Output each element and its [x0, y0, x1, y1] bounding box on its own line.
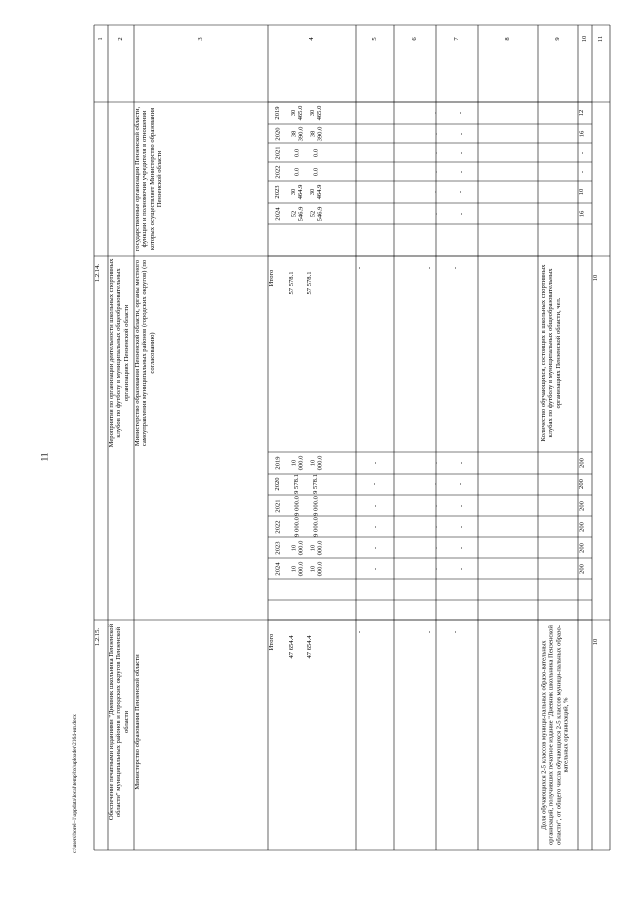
block-c-responsible: Министерство образования Пензенской области — [134, 654, 141, 790]
block-b-c9-2: - — [457, 504, 465, 507]
block-a-responsible: государственные организации Пензенской области, функции и полномочия учредителя в отношении которых осуществляет Министерство образования Пензенской области — [134, 106, 163, 252]
block-a-c8-1: - — [432, 132, 440, 135]
block-c-total-c6: 47 654.4 — [306, 635, 313, 659]
block-b-year-5: 2024 — [274, 561, 282, 576]
block-a-c10-2: - — [578, 151, 586, 154]
block-c-total-c8: - — [426, 630, 433, 634]
block-b-c11: 10 — [592, 274, 599, 282]
block-a-c5-0: 30 465.0 — [289, 105, 304, 121]
block-b-c6-3: 9 000.0 — [312, 516, 320, 537]
block-a-c8-5: - — [432, 212, 440, 215]
block-b-c10-3: 200 — [578, 521, 586, 532]
block-b-c10-5: 200 — [578, 563, 586, 574]
block-c-total-c5: 47 654.4 — [288, 635, 295, 659]
block-a-year-2: 2021 — [274, 145, 282, 160]
block-b-c9-0: - — [457, 461, 465, 464]
block-b-c5-3: 9 000.0 — [293, 516, 301, 537]
block-a-c6-4: 30 464.9 — [308, 184, 323, 200]
block-a-c9-5: - — [457, 212, 465, 215]
block-c-total-c7: - — [356, 630, 363, 634]
block-b-total-c9: - — [452, 266, 459, 270]
block-b-c8-4: - — [432, 546, 440, 549]
header-col-3: 3 — [197, 37, 205, 41]
header-col-5: 5 — [371, 37, 379, 41]
block-b-c6-1: 9 578.1 — [312, 474, 320, 494]
block-c-total-label: Итого — [268, 633, 275, 651]
header-col-4: 4 — [308, 37, 316, 41]
block-a-c10-4: 10 — [578, 188, 586, 196]
block-b-c7-1: - — [371, 482, 379, 486]
block-b-c7-2: - — [371, 504, 379, 507]
block-b-year-0: 2019 — [274, 455, 282, 470]
block-a-c5-2: 0.0 — [293, 148, 301, 157]
block-a-c10-0: 12 — [578, 109, 586, 117]
block-c-indicator: Доля обучающихся 2-5 классов муници-пальных образо-вательных организаций, получивших печатное издание "Дневник школьника Пензенской области", от общего числа обучающихся 2-5 классов муници-пальных образо-вательных организаций, % — [540, 624, 569, 845]
block-b-total-c8: - — [426, 266, 433, 270]
block-b-c7-5: - — [371, 567, 379, 570]
block-a-year-5: 2024 — [274, 206, 282, 221]
block-b-c8-3: - — [432, 525, 440, 528]
block-a-year-3: 2022 — [274, 164, 282, 179]
block-b-year-4: 2023 — [274, 540, 282, 555]
block-b-c10-0: 200 — [578, 457, 586, 468]
block-b-num: 1.2.14. — [94, 263, 101, 283]
header-col-9: 9 — [554, 37, 562, 41]
block-b-c5-5: 10 000.0 — [289, 561, 304, 576]
block-b-indicator: Количество обучающихся, состоящих в школьных спортивных клубах по футболу в муниципальных общеобразовательных организациях Пензенской области, чел. — [540, 264, 562, 442]
header-col-1: 1 — [97, 37, 105, 41]
block-a-c5-5: 52 546.9 — [289, 206, 304, 221]
block-b-c5-0: 10 000.0 — [289, 455, 304, 470]
block-a-c5-4: 30 464.9 — [289, 184, 304, 200]
block-b-c6-2: 9 000.0 — [312, 495, 320, 516]
block-c-num: 1.2.15. — [94, 627, 101, 647]
block-b-c9-5: - — [457, 567, 465, 570]
block-b-c10-2: 200 — [578, 500, 586, 511]
block-a-c10-3: - — [578, 170, 586, 173]
block-b-c7-0: - — [371, 461, 379, 464]
block-a-c6-5: 52 546.9 — [308, 206, 323, 221]
header-col-11: 11 — [597, 35, 605, 43]
block-b-c5-4: 10 000.0 — [289, 540, 304, 555]
block-b-responsible: Министерство образования Пензенской области, органы местного самоуправления муниципальных районов (городских округов) (по согласованию) — [134, 259, 156, 447]
header-col-7: 7 — [453, 37, 461, 41]
block-b-c7-4: - — [371, 546, 379, 549]
block-a-c8-3: - — [432, 170, 440, 173]
block-b-c7-3: - — [371, 525, 379, 528]
block-a-c6-0: 30 465.0 — [308, 105, 323, 121]
block-a-c5-1: 38 390.0 — [289, 126, 304, 141]
block-a-c9-2: - — [457, 151, 465, 154]
block-a-c9-1: - — [457, 132, 465, 135]
block-b-c9-3: - — [457, 525, 465, 528]
header-col-2: 2 — [117, 37, 125, 41]
block-a-c10-5: 16 — [578, 210, 586, 217]
block-b-c5-2: 9 000.0 — [293, 495, 301, 516]
block-a-c6-2: 0.0 — [312, 148, 320, 157]
header-col-6: 6 — [411, 37, 419, 41]
block-b-total-c7: - — [356, 266, 363, 270]
block-a-c9-4: - — [457, 190, 465, 194]
block-c-c11: 10 — [592, 638, 599, 646]
block-b-year-3: 2022 — [274, 519, 282, 534]
block-a-year-0: 2019 — [274, 106, 282, 120]
block-b-c6-0: 10 000.0 — [308, 455, 323, 470]
block-b-c8-1: - — [432, 482, 440, 486]
block-b-name: Мероприятия по организации деятельности школьных спортивных клубов по футболу в муниципальных общеобразовательных организациях Пензенской области — [108, 258, 130, 448]
block-a-year-4: 2023 — [274, 185, 282, 199]
block-b-c9-4: - — [457, 546, 465, 549]
block-a-c6-1: 38 390.0 — [308, 126, 323, 141]
block-c-name: Обеспечение печатными изданиями "Дневник школьника Пензенской области" муниципальных районов и городских округов Пензенской области — [108, 623, 130, 821]
block-b-c5-1: 9 578.1 — [293, 474, 301, 494]
block-b-c8-5: - — [432, 567, 440, 570]
block-b-c8-2: - — [432, 504, 440, 507]
block-a-c8-2: - — [432, 151, 440, 154]
block-a-c6-3: 0.0 — [312, 167, 320, 176]
block-a-c9-3: - — [457, 170, 465, 173]
block-a-c10-1: 16 — [578, 130, 586, 137]
block-b-year-1: 2020 — [274, 477, 282, 491]
block-b-c9-1: - — [457, 482, 465, 486]
block-c-total-c9: - — [452, 630, 459, 634]
block-b-c8-0: - — [432, 461, 440, 464]
block-b-c6-4: 10 000.0 — [308, 540, 323, 555]
block-b-total-c6: 57 578.1 — [306, 271, 313, 295]
block-b-c10-1: 200 — [578, 479, 586, 489]
page-number: 11 — [39, 452, 50, 462]
block-b-year-2: 2021 — [274, 498, 282, 513]
block-a-c9-0: - — [457, 111, 465, 115]
block-b-c6-5: 10 000.0 — [308, 561, 323, 576]
block-a-c8-0: - — [432, 111, 440, 115]
block-a-c5-3: 0.0 — [293, 167, 301, 176]
block-a-year-1: 2020 — [274, 126, 282, 141]
header-col-8: 8 — [504, 37, 512, 41]
block-b-total-label: Итого — [268, 269, 275, 287]
block-a-c8-4: - — [432, 190, 440, 194]
footer-path: c:\users\borel~1\appdata\local\temp\bx\uploader\2164-ип.docx — [72, 714, 78, 853]
header-col-10: 10 — [581, 35, 589, 43]
block-b-total-c5: 57 578.1 — [288, 271, 295, 295]
block-b-c10-4: 200 — [578, 542, 586, 553]
